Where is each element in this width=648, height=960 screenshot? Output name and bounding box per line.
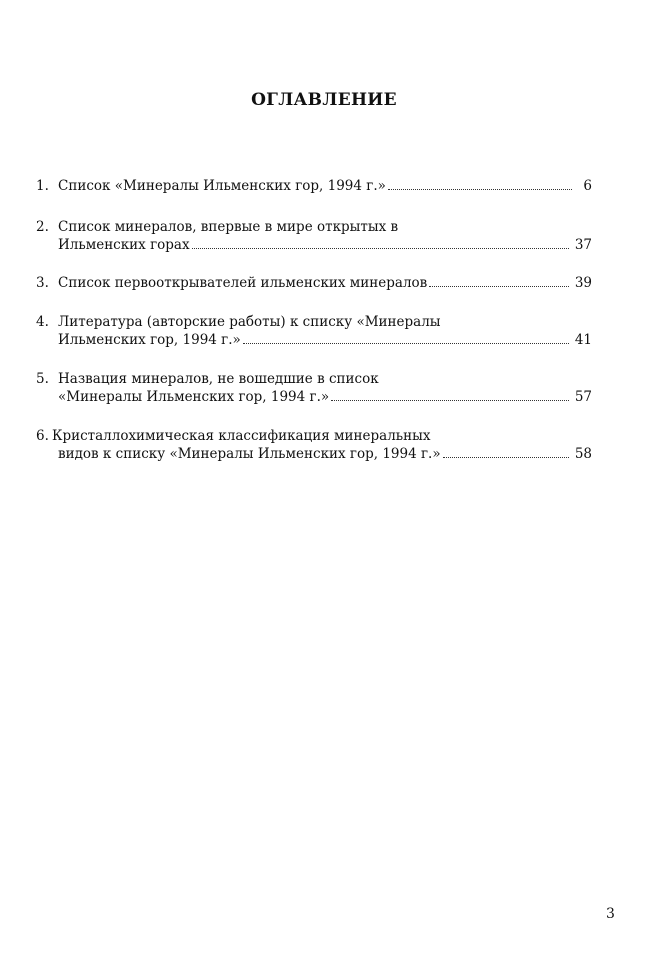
entry-text: видов к списку «Минералы Ильменских гор, 1994 г.» (58, 445, 441, 462)
entry-page: 37 (574, 236, 592, 253)
page-number: 3 (606, 906, 615, 922)
entry-text: Список «Минералы Ильменских гор, 1994 г.» (58, 178, 386, 194)
entry-text: Назвация минералов, не вошедшие в список (58, 371, 379, 387)
entry-page: 6 (583, 178, 592, 194)
entry-text: Ильменских гор, 1994 г.» (58, 331, 241, 348)
entry-page: 57 (574, 388, 592, 405)
toc-entry-1[interactable] (36, 178, 592, 196)
entry-text: Ильменских горах (58, 236, 190, 253)
entry-number: 6. (36, 428, 49, 444)
entry-text: Список минералов, впервые в мире открытых в (58, 219, 399, 235)
entry-page: 39 (574, 275, 592, 291)
entry-text: «Минералы Ильменских гор, 1994 г.» (58, 388, 330, 405)
entry-page: 58 (574, 445, 592, 462)
leader-dots (192, 247, 569, 249)
page-title: ОГЛАВЛЕНИЕ (251, 90, 397, 110)
entry-number: 2. (36, 219, 49, 235)
leader-dots (243, 342, 569, 344)
leader-dots (443, 456, 569, 458)
toc-entry-6[interactable] (36, 428, 592, 463)
entry-text: Список первооткрывателей ильменских минералов (58, 275, 428, 291)
entry-number: 3. (36, 275, 49, 291)
leader-dots (429, 285, 569, 287)
toc-entry-4[interactable] (36, 314, 592, 349)
entry-number: 5. (36, 371, 49, 387)
leader-dots (388, 188, 572, 190)
entry-text: Литература (авторские работы) к списку «Минералы (58, 314, 441, 330)
entry-number: 1. (36, 178, 49, 194)
toc-entry-5[interactable] (36, 371, 592, 406)
leader-dots (331, 399, 569, 401)
entry-number: 4. (36, 314, 49, 330)
entry-text: Кристаллохимическая классификация минеральных (52, 428, 431, 444)
toc-entry-2[interactable] (36, 219, 592, 254)
entry-page: 41 (574, 331, 592, 348)
toc-entry-3[interactable] (36, 275, 592, 293)
